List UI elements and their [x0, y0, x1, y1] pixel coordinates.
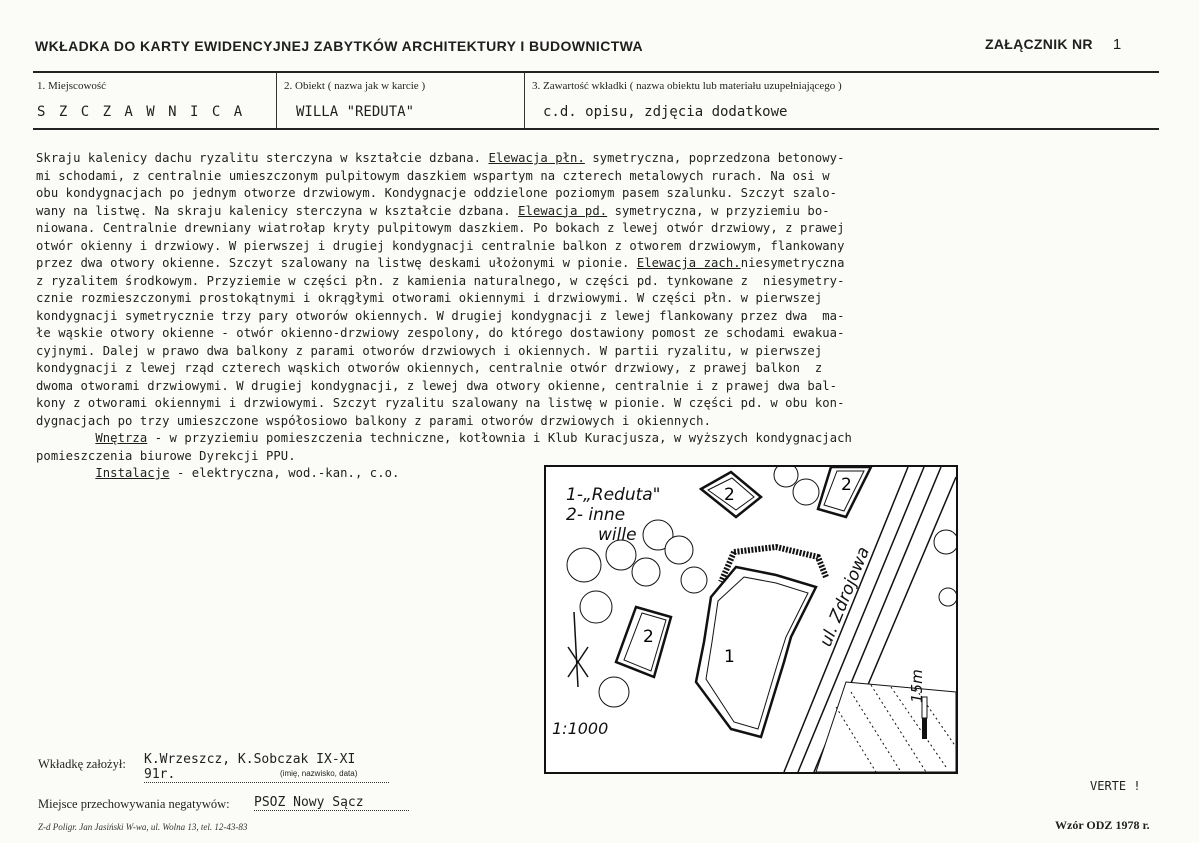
printer-info: Z-d Poligr. Jan Jasiński W-wa, ul. Wolna 13, tel. 12-43-83 — [38, 822, 248, 832]
section-heading: Wnętrza — [95, 431, 148, 445]
text-segment: wany na listwę. Na skraju kalenicy sterczyna w kształcie dzbana. — [36, 203, 519, 218]
storage-value: PSOZ Nowy Sącz — [254, 795, 409, 811]
text-line — [36, 360, 1161, 378]
text-segment: dygnacjach po trzy umieszczone współosiowo balkony z parami otworów drzwiowych i okiennych. — [36, 413, 711, 428]
text-line — [36, 220, 1161, 238]
text-line — [36, 325, 1161, 343]
text-segment: cznie rozmieszczonymi prostokątnymi i okrągłymi otworami okiennymi i drzwiowymi. W części płn. w pierwszej — [36, 291, 823, 305]
author-sub: (imię, nazwisko, data) — [280, 769, 358, 778]
text-segment: kony z otworami okiennymi i drzwiowymi. Szczyt ryzalitu szalowany na listwę w pionie. W części pd. w obu kon- — [36, 396, 845, 410]
scale-bar-label: 15m — [908, 669, 926, 703]
text-line — [36, 378, 1161, 396]
form-title: WKŁADKA DO KARTY EWIDENCYJNEJ ZABYTKÓW ARCHITEKTURY I BUDOWNICTWA — [35, 38, 644, 54]
text-line — [36, 150, 1161, 168]
text-segment: kondygnacji symetrycznie trzy pary otworów okiennych. W drugiej kondygnacji z lewej flankowany przez dwa ma- — [36, 308, 845, 323]
text-segment: przez dwa otwory okienne. Szczyt szalowany na listwę deskami ułożonymi w pionie. — [36, 256, 637, 270]
author-value: K.Wrzeszcz, K.Sobczak IX-XI 91r. — [144, 752, 389, 783]
north-arrow — [568, 612, 588, 687]
attachment-number — [985, 36, 1121, 53]
attachment-label: ZAŁĄCZNIK NR — [985, 36, 1093, 52]
section-heading: Elewacja pd. — [518, 203, 608, 218]
object-label: 2. Obiekt ( nazwa jak w karcie ) — [284, 80, 426, 92]
map-scale: 1:1000 — [552, 719, 609, 738]
content-label: 3. Zawartość wkładki ( nazwa obiektu lub materiału uzupełniającego ) — [532, 80, 842, 92]
text-segment: mi schodami, z centralnie umieszczonym pulpitowym daszkiem wspartym na czterech metalowych rurach. Na osi w — [36, 168, 830, 183]
text-line — [36, 168, 1161, 186]
text-segment: pomieszczenia biurowe Dyrekcji PPU. — [36, 448, 296, 463]
text-line — [36, 238, 1161, 256]
text-segment: kondygnacji z lewej rząd czterech wąskich otworów okiennych, centralnie otwór drzwiowy, z prawej balkon z — [36, 361, 823, 375]
text-line — [36, 273, 1161, 291]
text-segment — [36, 431, 95, 445]
text-segment: - w przyziemiu pomieszczenia techniczne, kotłownia i Klub Kuracjusza, w wyższych kondygnacjach — [147, 431, 852, 445]
text-segment: symetryczna, poprzedzona betonowy- — [584, 151, 845, 165]
label-main: 1 — [724, 647, 735, 667]
verte: VERTE ! — [1090, 779, 1141, 793]
text-segment: symetryczna, w przyziemiu bo- — [607, 203, 830, 218]
text-line — [36, 343, 1161, 361]
attachment-number-value: 1 — [1112, 36, 1122, 53]
field-divider — [276, 73, 277, 128]
field-divider — [524, 73, 525, 128]
header-rule-top — [33, 71, 1159, 73]
description-text — [36, 150, 1161, 483]
text-line — [36, 448, 1161, 466]
storage-label: Miejsce przechowywania negatywów: — [38, 797, 230, 811]
section-heading: Instalacje — [95, 466, 170, 480]
text-segment — [36, 466, 95, 480]
text-segment: otwór okienny i drzwiowy. W pierwszej i drugiej kondygnacji centralnie balkon z otworem drzwiowym, flankowany — [36, 238, 845, 253]
label-other: 2 — [643, 627, 654, 647]
label-other: 2 — [724, 485, 735, 505]
street-name: ul. Zdrojowa — [816, 544, 875, 650]
form-model: Wzór ODZ 1978 r. — [1055, 818, 1150, 832]
text-segment: łe wąskie otwory okienne - otwór okienno-drzwiowy zespolony, do którego dostawiony pomost ze schodami ewakua- — [36, 326, 845, 340]
text-line — [36, 395, 1161, 413]
text-segment: - elektryczna, wod.-kan., c.o. — [169, 466, 400, 480]
text-segment: z ryzalitem środkowym. Przyziemie w części płn. z kamienia naturalnego, w części pd. tynkowane z niesymetry- — [36, 273, 845, 288]
text-line — [36, 255, 1161, 273]
header-rule-bottom — [33, 128, 1159, 130]
location-value: S Z C Z A W N I C A — [37, 104, 245, 120]
map-legend-2: 2- inne — [566, 505, 626, 525]
location-label: 1. Miejscowość — [37, 80, 107, 92]
text-segment: niesymetryczna — [740, 256, 845, 270]
text-line — [36, 203, 1161, 221]
text-line — [36, 290, 1161, 308]
map-legend-1: 1-„Reduta" — [566, 485, 661, 505]
label-other: 2 — [841, 475, 852, 495]
site-plan — [544, 465, 958, 774]
text-segment: cyjnymi. Dalej w prawo dwa balkony z parami otworów drzwiowych i okiennych. W partii ryzalitu, w pierwszej — [36, 343, 823, 358]
text-line — [36, 185, 1161, 203]
text-segment: Skraju kalenicy dachu ryzalitu sterczyna w kształcie dzbana. — [36, 151, 489, 165]
section-heading: Elewacja zach. — [636, 256, 741, 270]
hatched-plot — [816, 682, 956, 772]
text-line — [36, 413, 1161, 431]
text-segment: niowana. Centralnie drewniany wiatrołap kryty pulpitowym daszkiem. Po bokach z lewej otwór drzwiowy, z prawej — [36, 221, 845, 235]
text-segment: obu kondygnacjach po jednym otworze drzwiowym. Kondygnacje oddzielone poziomym pasem szalunku. Szczyt szalo- — [36, 186, 838, 200]
text-line — [36, 308, 1161, 326]
object-value: WILLA "REDUTA" — [296, 104, 415, 120]
scale-bar — [922, 697, 927, 739]
text-segment: dwoma otworami drzwiowymi. W drugiej kondygnacji, z lewej dwa otwory okienne, centralnie i z prawej dwa bal- — [36, 378, 838, 393]
building-reduta — [696, 547, 826, 737]
text-line — [36, 430, 1161, 448]
author-label: Wkładkę założył: — [38, 757, 126, 771]
section-heading: Elewacja płn. — [488, 151, 585, 165]
content-value: c.d. opisu, zdjęcia dodatkowe — [543, 104, 788, 120]
map-legend-3: wille — [598, 525, 637, 545]
